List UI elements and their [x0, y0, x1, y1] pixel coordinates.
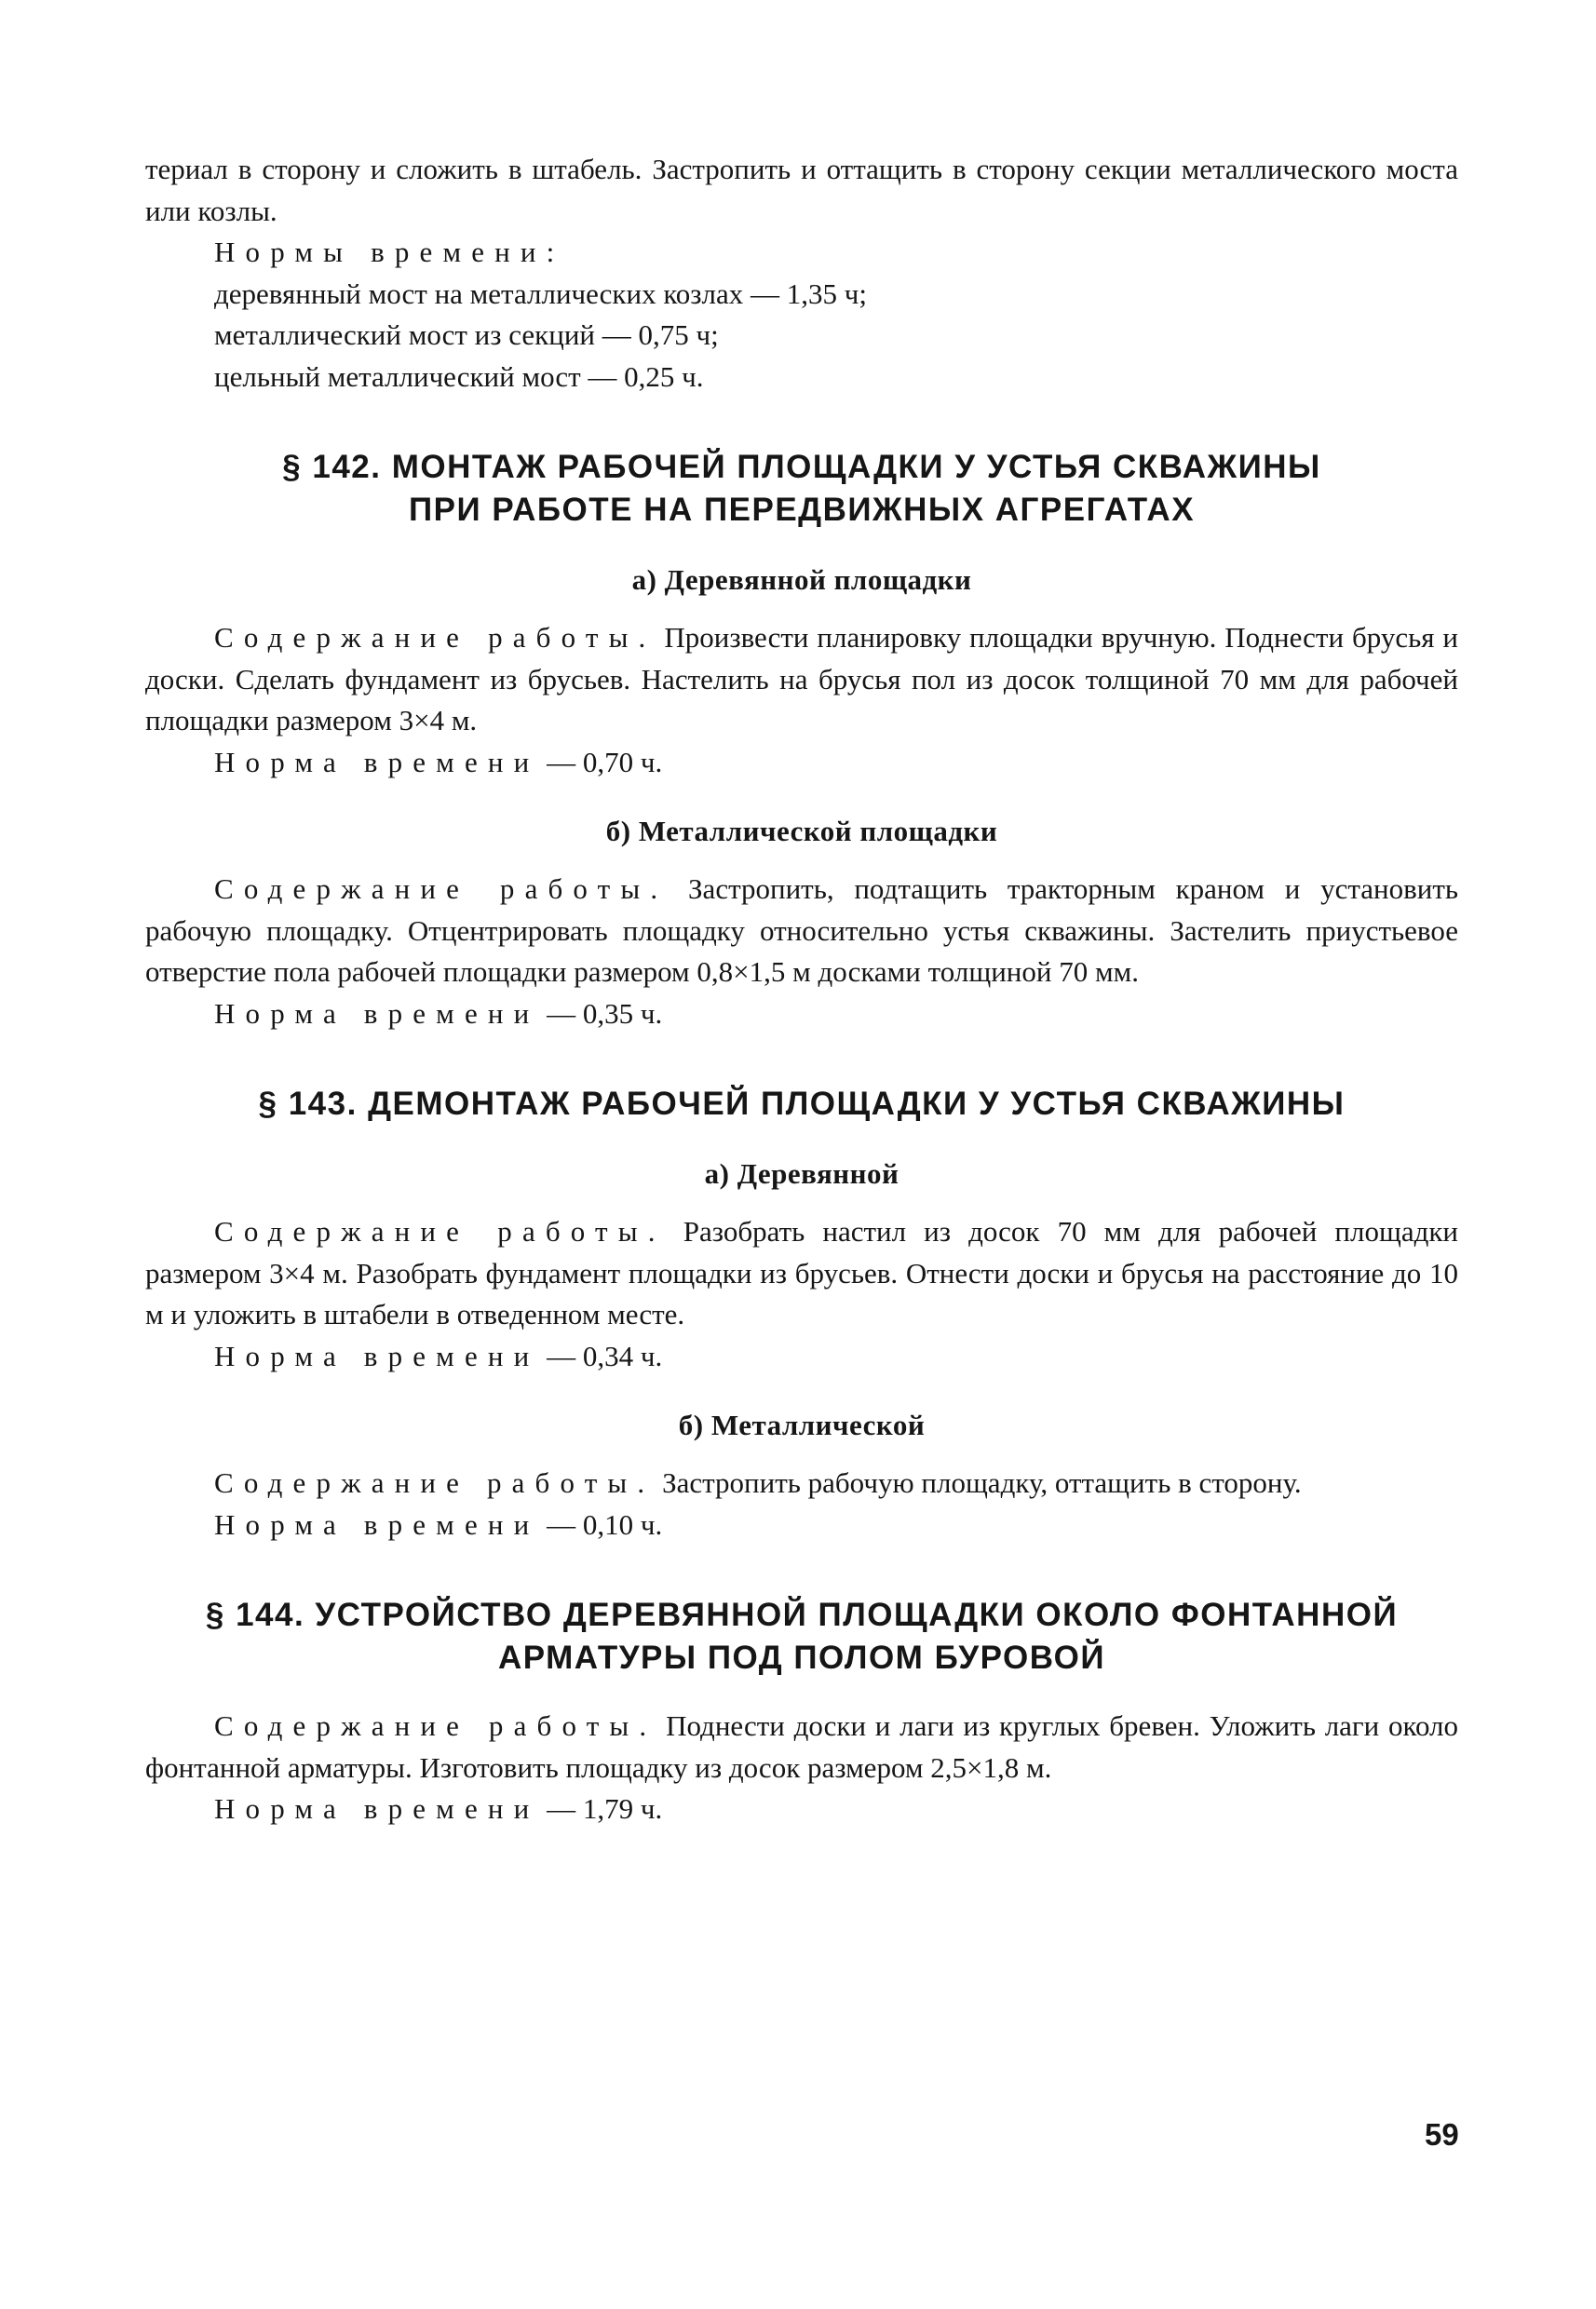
content-paragraph	[145, 1706, 1458, 1789]
norm-item: цельный металлический мост — 0,25 ч.	[214, 359, 704, 393]
document-page	[145, 149, 1458, 1830]
norm-item: деревянный мост на металлических козлах — 1,35 ч;	[214, 277, 867, 310]
content-text: Поднести доски и лаги из круглых бревен. Уложить лаги около фонтанной арматуры. Изготовить площадку из досок размером 2,5×1,8 м.	[145, 1709, 1459, 1784]
norm-label: Норма времени	[214, 745, 540, 778]
norm-label: Норма времени	[214, 996, 540, 1030]
content-label: Содержание работы.	[214, 621, 656, 654]
section-title-line: § 144. УСТРОЙСТВО ДЕРЕВЯННОЙ ПЛОЩАДКИ ОКОЛО ФОНТАННОЙ	[205, 1597, 1399, 1633]
subsection-heading: а) Деревянной площадки	[631, 563, 972, 596]
norm-line	[145, 1336, 1458, 1378]
section-title	[145, 446, 1458, 532]
section-title-line: § 142. МОНТАЖ РАБОЧЕЙ ПЛОЩАДКИ У УСТЬЯ СКВАЖИНЫ	[282, 449, 1321, 485]
subsection-heading: б) Металлической площадки	[605, 815, 998, 847]
content-label: Содержание работы.	[214, 1709, 657, 1742]
norm-line	[145, 993, 1458, 1035]
norm-value: — 0,10 ч.	[547, 1507, 663, 1541]
section-title	[145, 1594, 1458, 1680]
norm-value: — 0,34 ч.	[547, 1339, 663, 1372]
norm-value: — 1,79 ч.	[547, 1792, 663, 1825]
section-title-line: ПРИ РАБОТЕ НА ПЕРЕДВИЖНЫХ АГРЕГАТАХ	[408, 492, 1196, 528]
content-text: Произвести планировку площадки вручную. Поднести брусья и доски. Сделать фундамент из брусьев. Настелить на брусья пол из досок толщиной 70 мм для рабочей площадки размером 3×4 м.	[145, 621, 1458, 736]
content-paragraph	[145, 617, 1458, 742]
content-label: Содержание работы.	[214, 1466, 656, 1499]
content-label: Содержание работы.	[214, 1215, 666, 1248]
subsection-heading: а) Деревянной	[704, 1157, 899, 1190]
norm-value: — 0,70 ч.	[547, 745, 663, 778]
content-paragraph	[145, 1463, 1458, 1505]
intro-paragraph: териал в сторону и сложить в штабель. Застропить и оттащить в сторону секции металлического моста или козлы.	[145, 153, 1458, 227]
norm-label: Норма времени	[214, 1507, 540, 1541]
norm-label: Норма времени	[214, 1792, 540, 1825]
norm-line	[145, 1789, 1458, 1830]
norms-label: Нормы времени:	[214, 236, 565, 268]
subsection-heading: б) Металлической	[678, 1409, 926, 1441]
norm-line	[145, 1505, 1458, 1546]
section-title-line: АРМАТУРЫ ПОД ПОЛОМ БУРОВОЙ	[497, 1640, 1106, 1676]
content-text: Застропить, подтащить тракторным краном и установить рабочую площадку. Отцентрировать площадку относительно устья скважины. Застелить приустьевое отверстие пола рабочей площадки размером 0,8×1,5 м досками толщиной 70 мм.	[145, 872, 1459, 988]
norm-value: — 0,35 ч.	[547, 996, 663, 1030]
page-number: 59	[1425, 2117, 1459, 2152]
content-paragraph	[145, 869, 1458, 993]
content-text: Разобрать настил из досок 70 мм для рабочей площадки размером 3×4 м. Разобрать фундамент площадки из брусьев. Отнести доски и брусья на расстояние до 10 м и уложить в штабели в отведенном месте.	[145, 1215, 1459, 1330]
norm-line	[145, 742, 1458, 784]
section-title	[145, 1083, 1458, 1126]
content-text: Застропить рабочую площадку, оттащить в сторону.	[662, 1466, 1302, 1499]
norm-label: Норма времени	[214, 1339, 540, 1372]
section-title-line: § 143. ДЕМОНТАЖ РАБОЧЕЙ ПЛОЩАДКИ У УСТЬЯ СКВАЖИНЫ	[258, 1086, 1346, 1122]
norm-item: металлический мост из секций — 0,75 ч;	[214, 318, 719, 351]
content-paragraph	[145, 1211, 1458, 1336]
content-label: Содержание работы.	[214, 872, 669, 905]
